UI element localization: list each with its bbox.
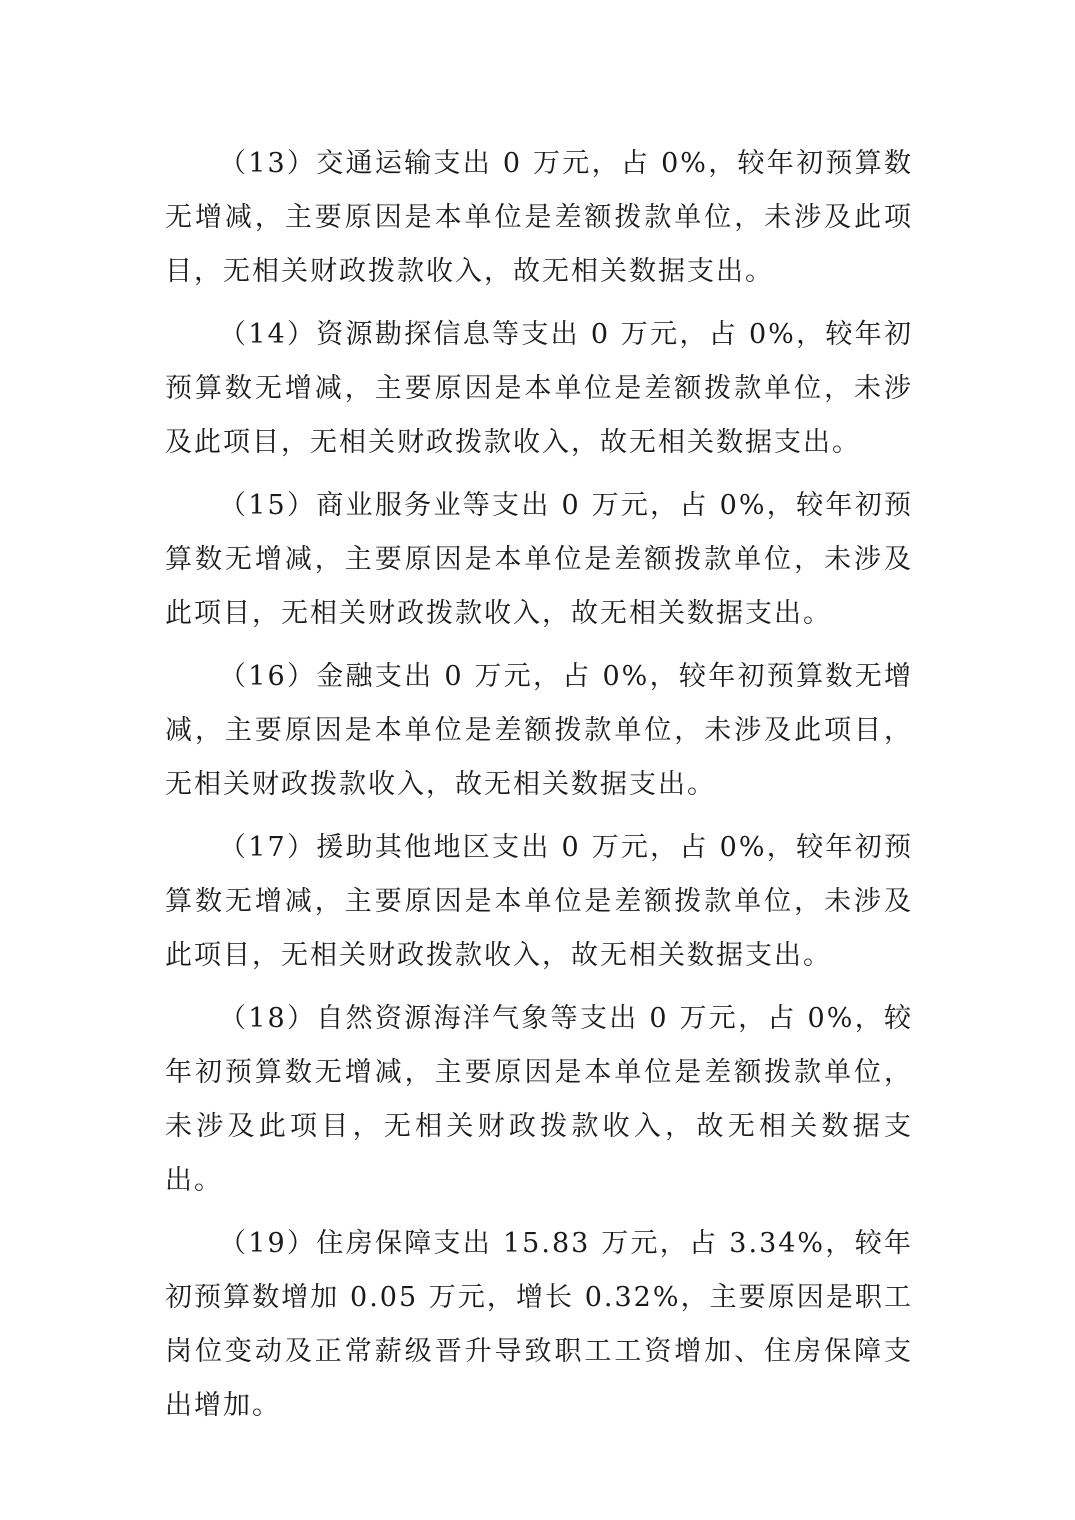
paragraph-17-regional-aid: （17）援助其他地区支出 0 万元，占 0%，较年初预算数无增减，主要原因是本单位是差额拨款单位，未涉及此项目，无相关财政拨款收入，故无相关数据支出。 [165, 832, 913, 971]
document-body [165, 137, 913, 1442]
paragraph-14-resource-exploration: （14）资源勘探信息等支出 0 万元，占 0%，较年初预算数无增减，主要原因是本单位是差额拨款单位，未涉及此项目，无相关财政拨款收入，故无相关数据支出。 [165, 319, 913, 458]
paragraph-18-natural-resources: （18）自然资源海洋气象等支出 0 万元，占 0%，较年初预算数无增减，主要原因是本单位是差额拨款单位，未涉及此项目，无相关财政拨款收入，故无相关数据支出。 [165, 1003, 913, 1196]
paragraph-19-housing: （19）住房保障支出 15.83 万元，占 3.34%，较年初预算数增加 0.05 万元，增长 0.32%，主要原因是职工岗位变动及正常薪级晋升导致职工工资增加、住房保障支出增加。 [165, 1228, 913, 1421]
paragraph-13-transport: （13）交通运输支出 0 万元，占 0%，较年初预算数无增减，主要原因是本单位是差额拨款单位，未涉及此项目，无相关财政拨款收入，故无相关数据支出。 [165, 148, 913, 287]
paragraph-15-commercial-services: （15）商业服务业等支出 0 万元，占 0%，较年初预算数无增减，主要原因是本单位是差额拨款单位，未涉及此项目，无相关财政拨款收入，故无相关数据支出。 [165, 490, 913, 629]
paragraph-16-finance: （16）金融支出 0 万元，占 0%，较年初预算数无增减，主要原因是本单位是差额拨款单位，未涉及此项目，无相关财政拨款收入，故无相关数据支出。 [165, 661, 913, 800]
